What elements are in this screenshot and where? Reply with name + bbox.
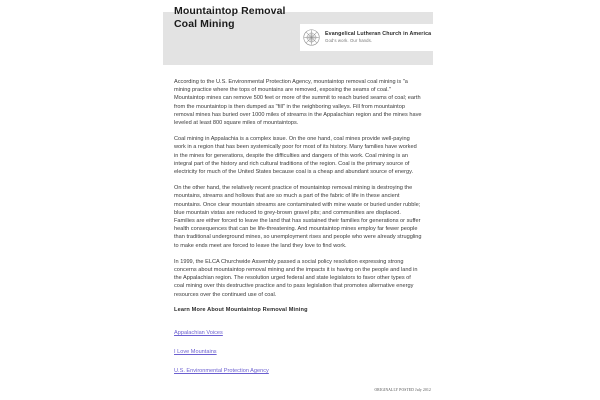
footer: [163, 378, 433, 396]
organization-name: Evangelical Lutheran Church in America: [325, 31, 432, 37]
link-us-epa[interactable]: U.S. Environmental Protection Agency: [174, 367, 269, 374]
article-paragraph: On the other hand, the relatively recent practice of mountaintop removal mining is destroying the mountains, streams and hollows that are so much a part of the fabric of life in these ancient mountains. Once clear mountain streams are contaminated with mine waste or buried under rubble; blue mountain vistas are reduced to grey-brown gravel pits; and communities are displaced. Families are either forced to leave the land that has sustained their families for generations or suffer health consequences that can be life-threatening. And mountaintop mines employ far fewer people than traditional underground mines, so unemployment rises and people who were already struggling to make ends meet are forced to leave the land they love to find work.: [174, 185, 422, 249]
organization-tagline: God's work. Our hands.: [325, 38, 373, 43]
footer-posted-date: ORIGINALLY POSTED July 2012: [374, 388, 431, 392]
link-i-love-mountains[interactable]: I Love Mountains: [174, 348, 217, 355]
elca-globe-cross-icon: [303, 29, 320, 46]
article-body: [174, 78, 422, 378]
list-item: [174, 359, 422, 377]
page-title-line2: Coal Mining: [174, 17, 235, 30]
article-paragraph: In 1999, the ELCA Churchwide Assembly passed a social policy resolution expressing strong concerns about mountaintop removal mining and the impacts it is having on the people and land in the Appalachian region. The resolution urged federal and state legislators to favor other types of coal mining over this destructive practice and to pass legislation that promotes alternative energy resources over the continued use of coal.: [174, 258, 418, 298]
article-paragraph: According to the U.S. Environmental Protection Agency, mountaintop removal coal mining is "a mining practice where the tops of mountains are removed, exposing the seams of coal." Mountaintop mines can remove 500 feet or more of the summit to reach buried seams of coal; earth from the mountaintop is then dumped as "fill" in the neighboring valleys. Fill from mountaintop removal mines has buried over 1000 miles of streams in the Appalachian region and the mines have leveled at least 800 square miles of mountaintops.: [174, 79, 422, 127]
page-title-line1: Mountaintop Removal: [174, 5, 286, 17]
organization-logo-lockup: [300, 24, 433, 51]
list-item: [174, 321, 422, 339]
learn-more-heading: Learn More About Mountaintop Removal Mining: [174, 306, 308, 313]
link-appalachian-voices[interactable]: Appalachian Voices: [174, 329, 223, 336]
document-page: [163, 0, 433, 400]
list-item: [174, 340, 422, 358]
resource-link-list: [174, 321, 422, 377]
organization-logo-text: [325, 31, 431, 44]
article-paragraph: Coal mining in Appalachia is a complex issue. On the one hand, coal mines provide well-paying work in a region that has been systemically poor for most of its history. Many families have worked in the mines for generations, despite the difficulties and dangers of this work. Coal mining is an integral part of the history and rich cultural traditions of the region. Coal is the primary source of electricity for much of the United States because coal is a cheap and abundant source of energy.: [174, 136, 417, 176]
